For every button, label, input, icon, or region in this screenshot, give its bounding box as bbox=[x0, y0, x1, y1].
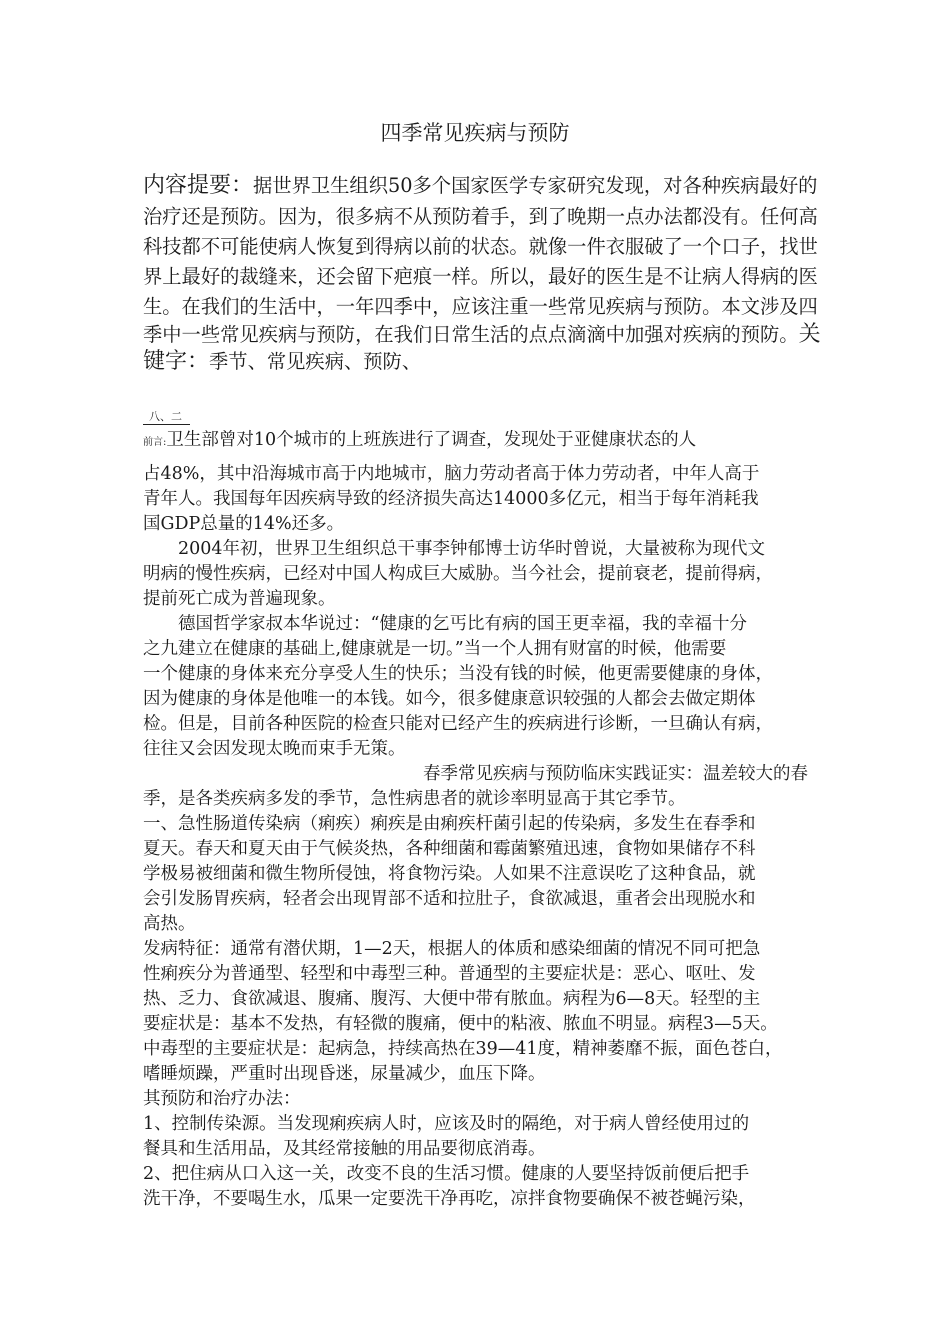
body-line: 占48%，其中沿海城市高于内地城市，脑力劳动者高于体力劳动者，中年人高于 bbox=[143, 464, 760, 484]
abstract-line: 界上最好的裁缝来，还会留下疤痕一样。所以，最好的医生是不让病人得病的医 bbox=[143, 265, 818, 288]
body-line: 季，是各类疾病多发的季节，急性病患者的就诊率明显高于其它季节。 bbox=[143, 789, 686, 809]
section-heading-text: 八、二 bbox=[143, 410, 190, 425]
body-line: 高热。 bbox=[143, 914, 196, 934]
body-line: 夏天。春天和夏天由于气候炎热，各种细菌和霉菌繁殖迅速，食物如果储存不科 bbox=[143, 839, 756, 859]
keywords-label-head: 关 bbox=[798, 322, 821, 347]
body-line: 德国哲学家叔本华说过：“健康的乞丐比有病的国王更幸福，我的幸福十分 bbox=[143, 614, 747, 634]
body-line: 1、控制传染源。当发现痢疾病人时，应该及时的隔绝，对于病人曾经使用过的 bbox=[143, 1114, 750, 1134]
body-line: 青年人。我国每年因疾病导致的经济损失高达14000多亿元，相当于每年消耗我 bbox=[143, 489, 759, 509]
abstract-line: 科技都不可能使病人恢复到得病以前的状态。就像一件衣服破了一个口子，找世 bbox=[143, 235, 818, 258]
body-line: 因为健康的身体是他唯一的本钱。如今，很多健康意识较强的人都会去做定期体 bbox=[143, 689, 756, 709]
body-line: 嗜睡烦躁，严重时出现昏迷，尿量减少，血压下降。 bbox=[143, 1064, 546, 1084]
preface-line bbox=[143, 428, 696, 455]
body-line: 要症状是：基本不发热，有轻微的腹痛，便中的粘液、脓血不明显。病程3—5天。 bbox=[143, 1014, 778, 1034]
abstract-line: 治疗还是预防。因为，很多病不从预防着手，到了晚期一点办法都没有。任何高 bbox=[143, 205, 818, 228]
section-heading bbox=[143, 410, 190, 425]
body-line: 热、乏力、食欲减退、腹痛、腹泻、大便中带有脓血。病程为6—8天。轻型的主 bbox=[143, 989, 761, 1009]
body-line: 中毒型的主要症状是：起病急，持续高热在39—41度，精神萎靡不振，面色苍白， bbox=[143, 1039, 783, 1059]
body-line: 提前死亡成为普遍现象。 bbox=[143, 589, 336, 609]
body-line: 餐具和生活用品，及其经常接触的用品要彻底消毒。 bbox=[143, 1139, 546, 1159]
body-line: 之九建立在健康的基础上,健康就是一切。”当一个人拥有财富的时候，他需要 bbox=[143, 639, 727, 659]
body-line: 性痢疾分为普通型、轻型和中毒型三种。普通型的主要症状是：恶心、呕吐、发 bbox=[143, 964, 756, 984]
body-line: 其预防和治疗办法： bbox=[143, 1089, 301, 1109]
document-title: 四季常见疾病与预防 bbox=[380, 121, 570, 145]
body-line: 洗干净，不要喝生水，瓜果一定要洗干净再吃，凉拌食物要确保不被苍蝇污染， bbox=[143, 1189, 756, 1209]
body-line: 一、急性肠道传染病（痢疾）痢疾是由痢疾杆菌引起的传染病，多发生在春季和 bbox=[143, 814, 756, 834]
body-line: 2004年初，世界卫生组织总干事李钟郁博士访华时曾说，大量被称为现代文 bbox=[143, 539, 766, 559]
body-text: 卫生部曾对10个城市的上班族进行了调查，发现处于亚健康状态的人 bbox=[166, 430, 697, 450]
abstract-line bbox=[143, 172, 817, 200]
body-line: 会引发肠胃疾病，轻者会出现胃部不适和拉肚子，食欲减退，重者会出现脱水和 bbox=[143, 889, 756, 909]
abstract-text: 季中一些常见疾病与预防，在我们日常生活的点点滴滴中加强对疾病的预防。 bbox=[143, 323, 799, 346]
body-line: 往往又会因发现太晚而束手无策。 bbox=[143, 739, 406, 759]
body-line: 国GDP总量的14%还多。 bbox=[143, 514, 345, 534]
body-line: 明病的慢性疾病，已经对中国人构成巨大威胁。当今社会，提前衰老，提前得病， bbox=[143, 564, 773, 584]
body-line: 检。但是，目前各种医院的检查只能对已经产生的疾病进行诊断，一旦确认有病， bbox=[143, 714, 773, 734]
preface-label: 前言: bbox=[143, 437, 167, 448]
body-line: 春季常见疾病与预防临床实践证实：温差较大的春 bbox=[143, 764, 808, 784]
keywords-line bbox=[143, 348, 421, 376]
body-line: 2、把住病从口入这一关，改变不良的生活习惯。健康的人要坚持饭前便后把手 bbox=[143, 1164, 750, 1184]
body-line: 发病特征：通常有潜伏期，1—2天，根据人的体质和感染细菌的情况不同可把急 bbox=[143, 939, 761, 959]
body-line: 一个健康的身体来充分享受人生的快乐；当没有钱的时候，他更需要健康的身体， bbox=[143, 664, 773, 684]
keywords-text: 季节、常见疾病、预防、 bbox=[209, 350, 422, 373]
abstract-text: 据世界卫生组织50多个国家医学专家研究发现，对各种疾病最好的 bbox=[253, 174, 818, 197]
abstract-line: 生。在我们的生活中，一年四季中，应该注重一些常见疾病与预防。本文涉及四 bbox=[143, 295, 818, 318]
abstract-label: 内容提要： bbox=[143, 173, 254, 198]
abstract-line bbox=[143, 321, 821, 349]
keywords-label: 键字： bbox=[143, 349, 210, 374]
body-line: 学极易被细菌和微生物所侵蚀，将食物污染。人如果不注意误吃了这种食品，就 bbox=[143, 864, 756, 884]
